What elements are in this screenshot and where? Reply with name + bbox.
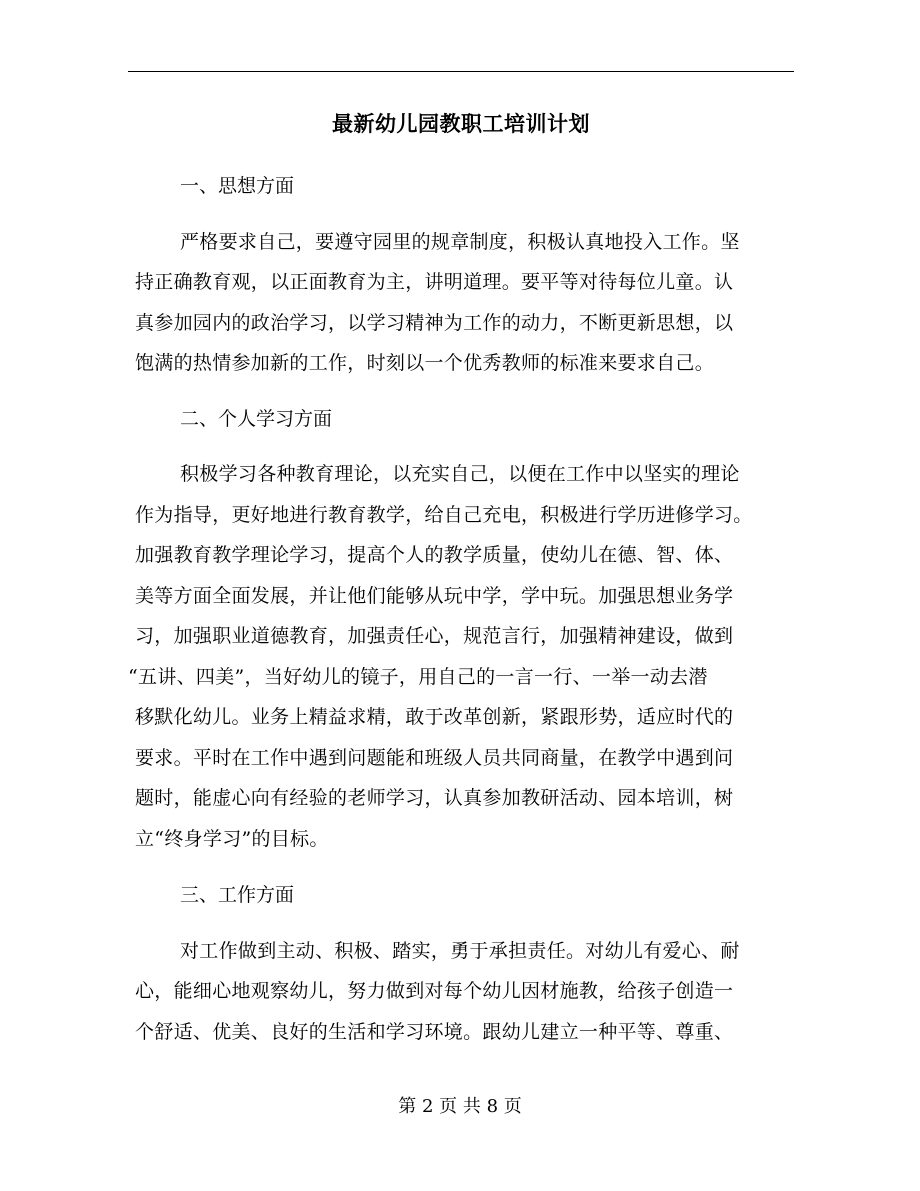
paragraph-line: 个舒适、优美、良好的生活和学习环境。跟幼儿建立一种平等、尊重、 [135, 1021, 734, 1043]
paragraph-line: 要求。平时在工作中遇到问题能和班级人员共同商量，在教学中遇到问 [135, 747, 734, 769]
section-heading-3: 三、工作方面 [180, 884, 295, 906]
paragraph-line: 积极学习各种教育理论，以充实自己，以便在工作中以坚实的理论 [180, 463, 740, 485]
paragraph-line: 习，加强职业道德教育，加强责任心，规范言行，加强精神建设，做到 [135, 625, 734, 647]
document-title: 最新幼儿园教职工培训计划 [332, 111, 590, 136]
paragraph-line: 真参加园内的政治学习，以学习精神为工作的动力，不断更新思想，以 [135, 312, 734, 334]
header-rule [128, 71, 794, 72]
paragraph-line: 作为指导，更好地进行教育教学，给自己充电，积极进行学历进修学习。 [135, 504, 753, 526]
page-number: 第 2 页 共 8 页 [398, 1096, 522, 1117]
section-heading-2: 二、个人学习方面 [180, 408, 333, 430]
paragraph-line: 美等方面全面发展，并让他们能够从玩中学，学中玩。加强思想业务学 [135, 585, 734, 607]
paragraph-line: 对工作做到主动、积极、踏实，勇于承担责任。对幼儿有爱心、耐 [180, 940, 740, 962]
paragraph-line: 移默化幼儿。业务上精益求精，敢于改革创新，紧跟形势，适应时代的 [135, 706, 734, 728]
paragraph-line: 题时，能虚心向有经验的老师学习，认真参加教研活动、园本培训，树 [135, 787, 734, 809]
paragraph-line: 持正确教育观，以正面教育为主，讲明道理。要平等对待每位儿童。认 [135, 271, 734, 293]
paragraph-line: 严格要求自己，要遵守园里的规章制度，积极认真地投入工作。坚 [180, 231, 740, 253]
paragraph-line: “五讲、四美”，当好幼儿的镜子，用自己的一言一行、一举一动去潜 [128, 666, 708, 688]
paragraph-line: 饱满的热情参加新的工作，时刻以一个优秀教师的标准来要求自己。 [135, 352, 715, 374]
section-heading-1: 一、思想方面 [180, 175, 295, 197]
paragraph-line: 加强教育教学理论学习，提高个人的教学质量，使幼儿在德、智、体、 [135, 544, 734, 566]
paragraph-line: 立“终身学习”的目标。 [135, 828, 329, 850]
paragraph-line: 心，能细心地观察幼儿，努力做到对每个幼儿因材施教，给孩子创造一 [135, 980, 734, 1002]
